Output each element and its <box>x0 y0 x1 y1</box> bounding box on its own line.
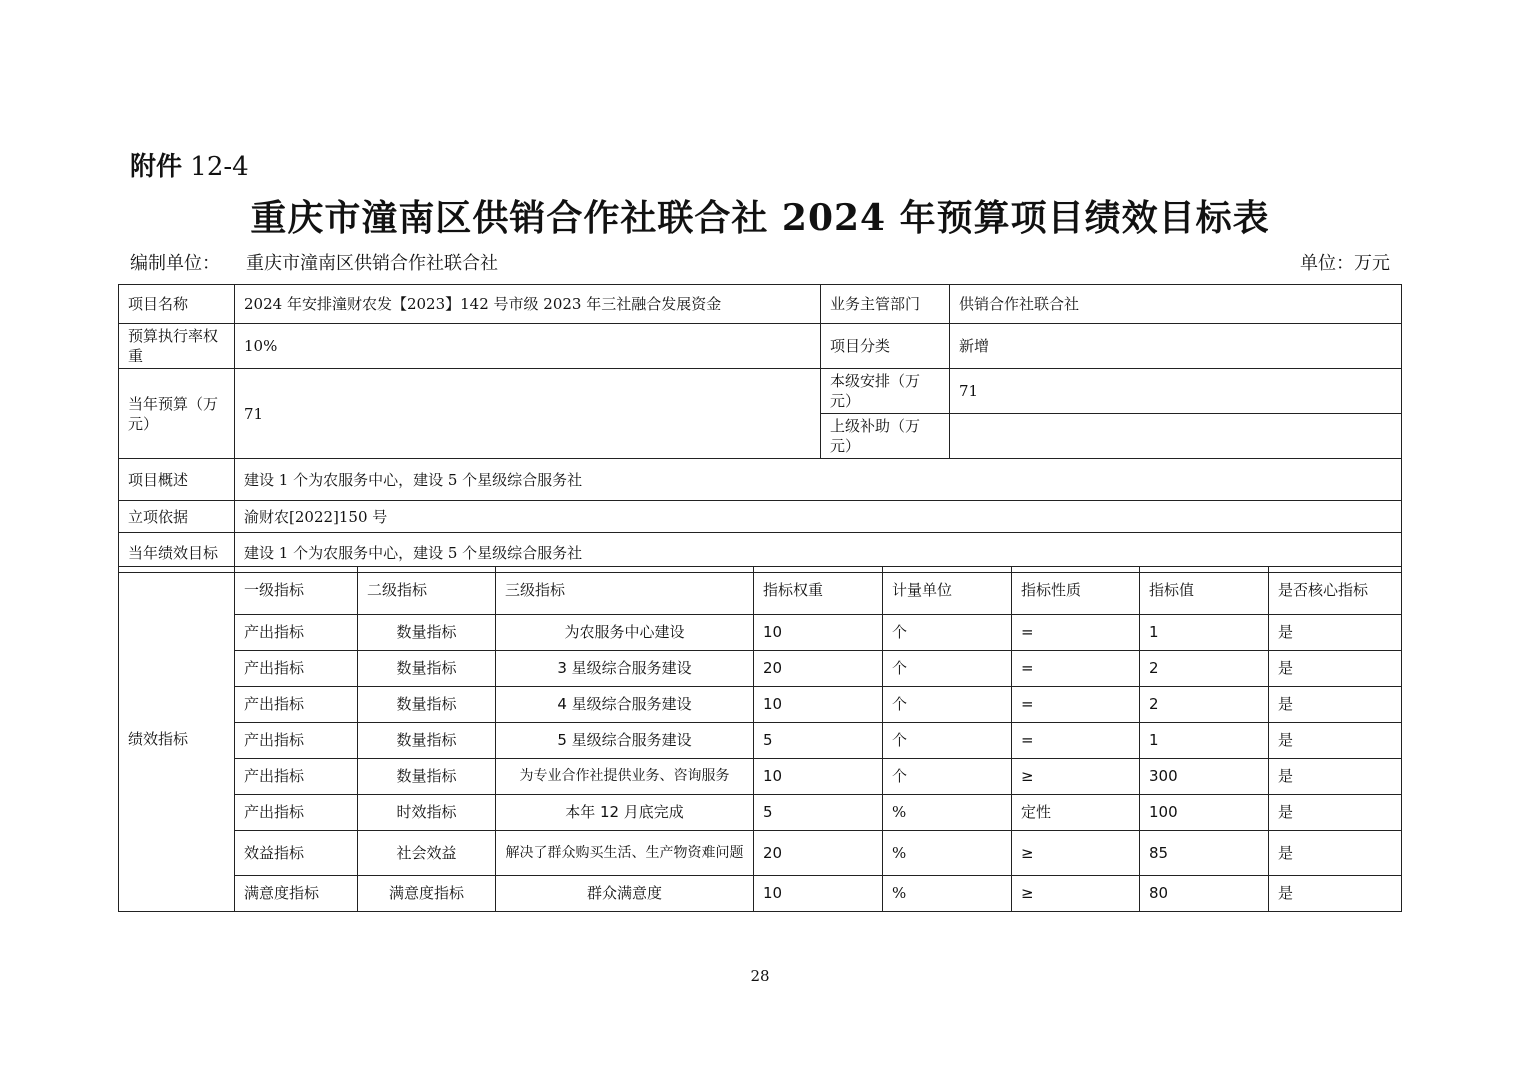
level1-cell: 产出指标 <box>235 723 358 759</box>
dept-label: 业务主管部门 <box>821 285 950 324</box>
weight-cell: 10 <box>754 876 883 912</box>
dept-value: 供销合作社联合社 <box>950 285 1402 324</box>
nature-cell: = <box>1012 687 1140 723</box>
table-row <box>119 651 1402 687</box>
category-label: 项目分类 <box>821 324 950 369</box>
level1-cell: 产出指标 <box>235 795 358 831</box>
core-cell: 是 <box>1269 759 1402 795</box>
basis-label: 立项依据 <box>119 501 235 533</box>
header-value: 指标值 <box>1140 567 1269 615</box>
goal-label: 当年绩效目标 <box>119 533 235 573</box>
weight-cell: 10 <box>754 687 883 723</box>
budget-label: 当年预算（万元） <box>119 369 235 459</box>
project-name-label: 项目名称 <box>119 285 235 324</box>
upper-value <box>950 414 1402 459</box>
table-row <box>119 687 1402 723</box>
core-cell: 是 <box>1269 876 1402 912</box>
indicator-table <box>118 566 1402 912</box>
value-cell: 1 <box>1140 723 1269 759</box>
category-value: 新增 <box>950 324 1402 369</box>
table-row <box>119 831 1402 876</box>
value-cell: 85 <box>1140 831 1269 876</box>
level2-cell: 数量指标 <box>358 615 496 651</box>
nature-cell: ≥ <box>1012 759 1140 795</box>
level2-cell: 时效指标 <box>358 795 496 831</box>
level2-cell: 数量指标 <box>358 723 496 759</box>
header-core: 是否核心指标 <box>1269 567 1402 615</box>
level3-cell: 为专业合作社提供业务、咨询服务 <box>496 759 754 795</box>
basis-value: 渝财农[2022]150 号 <box>235 501 1402 533</box>
table-row <box>119 795 1402 831</box>
level1-cell: 产出指标 <box>235 687 358 723</box>
level1-cell: 产出指标 <box>235 759 358 795</box>
overview-value: 建设 1 个为农服务中心，建设 5 个星级综合服务社 <box>235 459 1402 501</box>
level3-cell: 5 星级综合服务建设 <box>496 723 754 759</box>
page-number: 28 <box>750 967 770 985</box>
level2-cell: 社会效益 <box>358 831 496 876</box>
table-row <box>119 876 1402 912</box>
level1-cell: 产出指标 <box>235 651 358 687</box>
unit-cell: 个 <box>883 759 1012 795</box>
unit-cell: 个 <box>883 723 1012 759</box>
value-cell: 80 <box>1140 876 1269 912</box>
unit-cell: % <box>883 795 1012 831</box>
unit-cell: 个 <box>883 687 1012 723</box>
unit-cell: 个 <box>883 651 1012 687</box>
level1-cell: 效益指标 <box>235 831 358 876</box>
compiler-line <box>130 249 498 275</box>
upper-label: 上级补助（万元） <box>821 414 950 459</box>
level2-cell: 数量指标 <box>358 759 496 795</box>
table-row <box>119 615 1402 651</box>
weight-cell: 20 <box>754 831 883 876</box>
weight-cell: 10 <box>754 759 883 795</box>
level1-cell: 产出指标 <box>235 615 358 651</box>
nature-cell: 定性 <box>1012 795 1140 831</box>
unit-cell: % <box>883 831 1012 876</box>
core-cell: 是 <box>1269 687 1402 723</box>
nature-cell: ≥ <box>1012 876 1140 912</box>
value-cell: 300 <box>1140 759 1269 795</box>
local-label: 本级安排（万元） <box>821 369 950 414</box>
attachment-prefix: 附件 <box>130 152 183 182</box>
weight-cell: 10 <box>754 615 883 651</box>
attachment-label <box>130 146 249 183</box>
weight-cell: 20 <box>754 651 883 687</box>
weight-cell: 5 <box>754 795 883 831</box>
core-cell: 是 <box>1269 651 1402 687</box>
project-info-table <box>118 284 1402 573</box>
level3-cell: 群众满意度 <box>496 876 754 912</box>
value-cell: 1 <box>1140 615 1269 651</box>
level2-cell: 满意度指标 <box>358 876 496 912</box>
value-cell: 100 <box>1140 795 1269 831</box>
overview-label: 项目概述 <box>119 459 235 501</box>
value-cell: 2 <box>1140 687 1269 723</box>
exec-rate-value: 10% <box>235 324 821 369</box>
local-value: 71 <box>950 369 1402 414</box>
table-row <box>119 723 1402 759</box>
project-name-value: 2024 年安排潼财农发【2023】142 号市级 2023 年三社融合发展资金 <box>235 285 821 324</box>
level3-cell: 解决了群众购买生活、生产物资难问题 <box>496 831 754 876</box>
table-row <box>119 759 1402 795</box>
level3-cell: 3 星级综合服务建设 <box>496 651 754 687</box>
level3-cell: 4 星级综合服务建设 <box>496 687 754 723</box>
core-cell: 是 <box>1269 723 1402 759</box>
unit-cell: 个 <box>883 615 1012 651</box>
header-level3: 三级指标 <box>496 567 754 615</box>
indicator-section-label: 绩效指标 <box>119 567 235 912</box>
weight-cell: 5 <box>754 723 883 759</box>
compiler-value: 重庆市潼南区供销合作社联合社 <box>246 253 498 274</box>
header-unit: 计量单位 <box>883 567 1012 615</box>
level2-cell: 数量指标 <box>358 651 496 687</box>
unit-cell: % <box>883 876 1012 912</box>
core-cell: 是 <box>1269 615 1402 651</box>
attachment-number: 12-4 <box>190 152 249 182</box>
goal-value: 建设 1 个为农服务中心，建设 5 个星级综合服务社 <box>235 533 1402 573</box>
nature-cell: = <box>1012 615 1140 651</box>
level3-cell: 为农服务中心建设 <box>496 615 754 651</box>
level2-cell: 数量指标 <box>358 687 496 723</box>
nature-cell: = <box>1012 651 1140 687</box>
core-cell: 是 <box>1269 795 1402 831</box>
header-level1: 一级指标 <box>235 567 358 615</box>
compiler-label: 编制单位： <box>130 253 220 274</box>
exec-rate-label: 预算执行率权重 <box>119 324 235 369</box>
header-weight: 指标权重 <box>754 567 883 615</box>
header-level2: 二级指标 <box>358 567 496 615</box>
value-cell: 2 <box>1140 651 1269 687</box>
core-cell: 是 <box>1269 831 1402 876</box>
level3-cell: 本年 12 月底完成 <box>496 795 754 831</box>
level1-cell: 满意度指标 <box>235 876 358 912</box>
header-nature: 指标性质 <box>1012 567 1140 615</box>
budget-value: 71 <box>235 369 821 459</box>
document-title: 重庆市潼南区供销合作社联合社 2024 年预算项目绩效目标表 <box>250 197 1270 239</box>
unit-label: 单位：万元 <box>1300 253 1390 274</box>
nature-cell: = <box>1012 723 1140 759</box>
nature-cell: ≥ <box>1012 831 1140 876</box>
